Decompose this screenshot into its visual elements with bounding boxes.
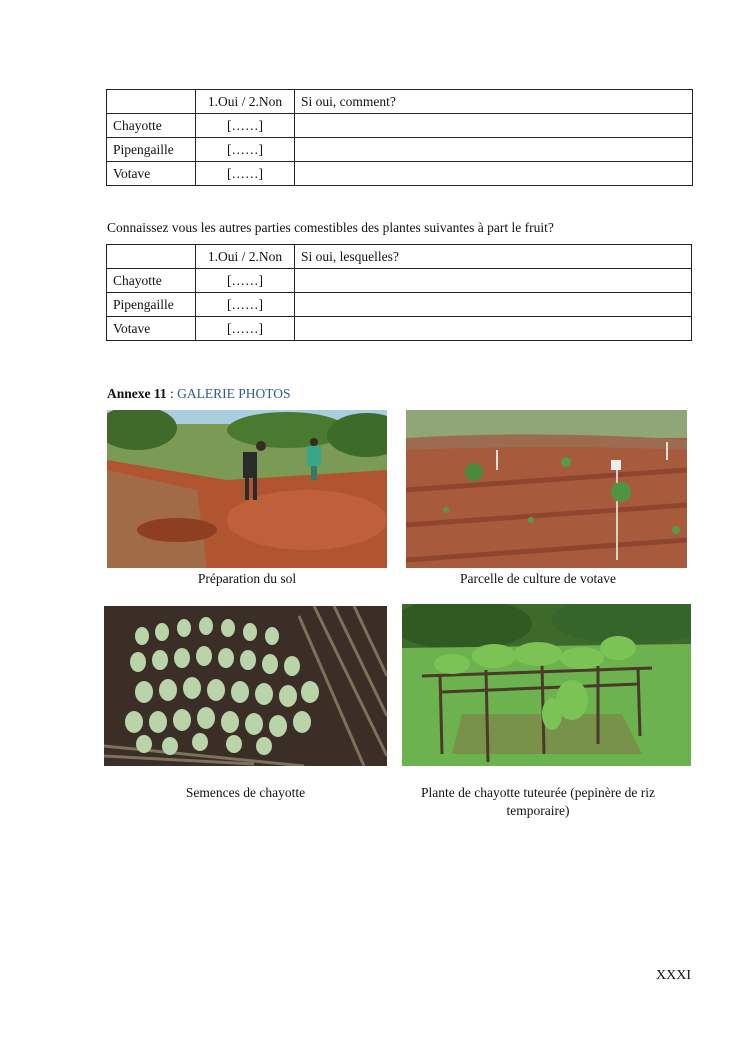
detail-cell	[295, 269, 692, 293]
table-header-cell: 1.Oui / 2.Non	[196, 90, 295, 114]
table-header-row	[107, 90, 693, 114]
plant-name-cell: Votave	[107, 162, 196, 186]
photo-votave-field	[406, 410, 687, 568]
table-row	[107, 317, 692, 341]
photo-chayote-seeds	[104, 606, 387, 766]
photo-caption: Parcelle de culture de votave	[460, 571, 616, 586]
answer-cell: [……]	[196, 162, 295, 186]
table-usage	[106, 89, 693, 186]
answer-cell: [……]	[196, 293, 295, 317]
detail-cell	[295, 138, 693, 162]
table-row	[107, 162, 693, 186]
answer-cell: [……]	[196, 138, 295, 162]
table-header-cell: Si oui, lesquelles?	[295, 245, 692, 269]
answer-cell: [……]	[196, 114, 295, 138]
plant-name-cell: Pipengaille	[107, 138, 196, 162]
detail-cell	[295, 114, 693, 138]
page-number: XXXI	[656, 968, 691, 983]
table-edible-parts	[106, 244, 692, 341]
photo-caption: Plante de chayotte tuteurée (pepinère de riz temporaire)	[421, 785, 655, 818]
detail-cell	[295, 162, 693, 186]
photo-caption: Semences de chayotte	[185, 785, 306, 800]
detail-cell	[295, 317, 692, 341]
annex-separator: :	[166, 386, 178, 401]
table-row	[107, 269, 692, 293]
table-header-cell: Si oui, comment?	[295, 90, 693, 114]
table-row	[107, 114, 693, 138]
plant-name-cell: Chayotte	[107, 269, 196, 293]
annex-heading	[107, 386, 291, 402]
table-row	[107, 138, 693, 162]
plant-name-cell: Pipengaille	[107, 293, 196, 317]
answer-cell: [……]	[196, 317, 295, 341]
table-row	[107, 293, 692, 317]
table-header-cell: 1.Oui / 2.Non	[196, 245, 295, 269]
table-header-cell	[107, 245, 196, 269]
photo-soil-preparation	[107, 410, 387, 568]
detail-cell	[295, 293, 692, 317]
annex-title: GALERIE PHOTOS	[177, 386, 291, 401]
photo-caption: Préparation du sol	[197, 571, 297, 586]
annex-label: Annexe 11	[107, 386, 167, 401]
table-header-row	[107, 245, 692, 269]
table-header-cell	[107, 90, 196, 114]
photo-trellised-chayote	[402, 604, 691, 766]
plant-name-cell: Chayotte	[107, 114, 196, 138]
plant-name-cell: Votave	[107, 317, 196, 341]
question-text: Connaissez vous les autres parties comestibles des plantes suivantes à part le fruit?	[107, 220, 554, 235]
answer-cell: [……]	[196, 269, 295, 293]
